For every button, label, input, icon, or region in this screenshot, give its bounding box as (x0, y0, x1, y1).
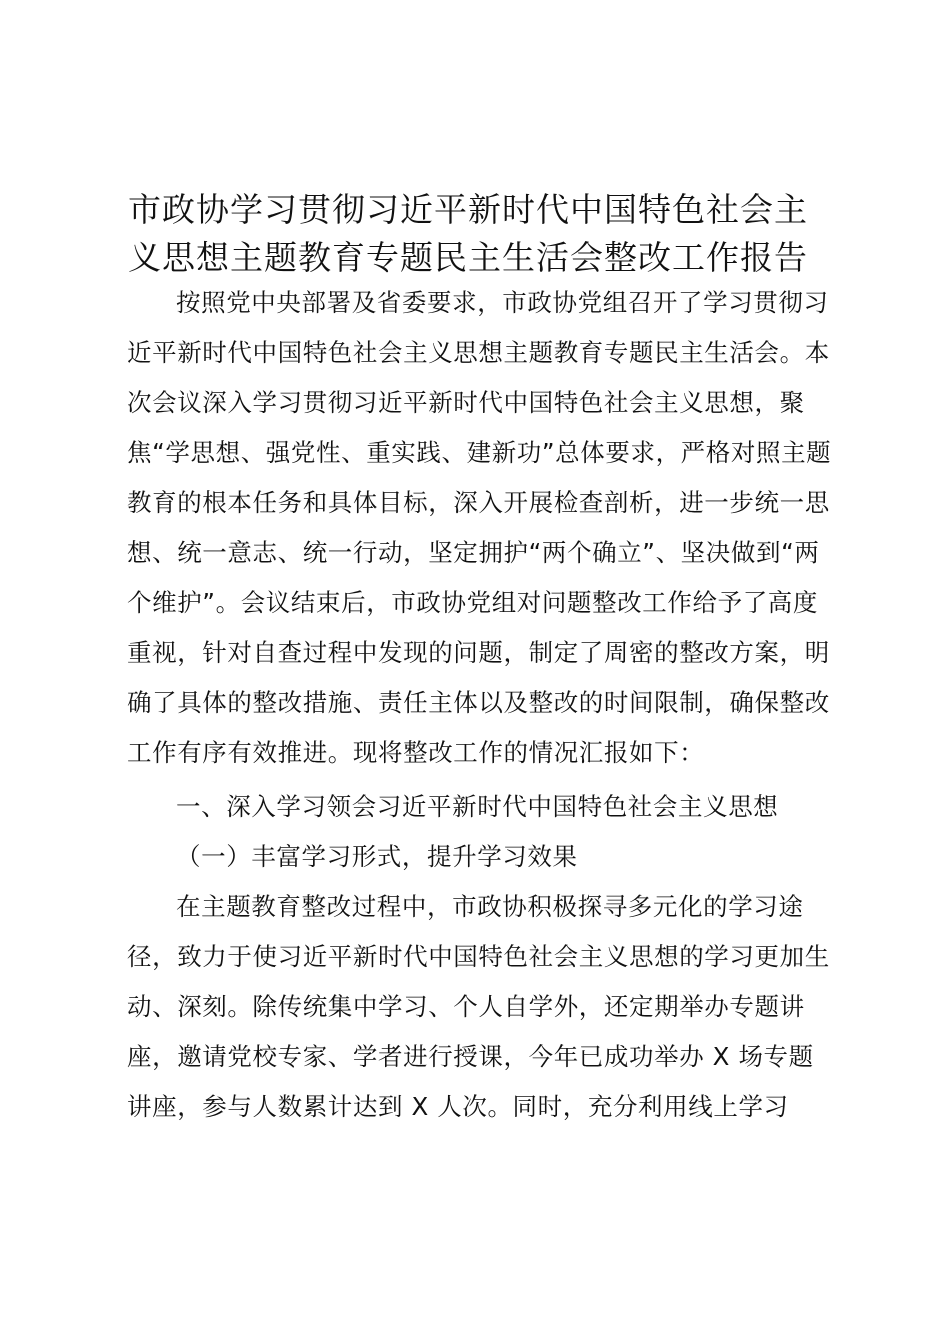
section-1-heading: 一、深入学习领会习近平新时代中国特色社会主义思想 (176, 792, 779, 821)
title-line-2: 义思想主题教育专题民主生活会整改工作报告 (128, 238, 808, 277)
report-body (127, 278, 833, 1132)
subsection-1-paragraph: 在主题教育整改过程中，市政协积极探寻多元化的学习途径，致力于使习近平新时代中国特色社会主义思想的学习更加生动、深刻。除传统集中学习、个人自学外，还定期举办专题讲座，邀请党校专家、学者进行授课，今年已成功举办 X 场专题讲座，参与人数累计达到 X 人次。同时，充分利用线上学习 (127, 892, 830, 1121)
report-title (128, 186, 843, 282)
intro-paragraph: 按照党中央部署及省委要求，市政协党组召开了学习贯彻习近平新时代中国特色社会主义思想主题教育专题民主生活会。本次会议深入学习贯彻习近平新时代中国特色社会主义思想，聚焦“学思想、强党性、重实践、建新功”总体要求，严格对照主题教育的根本任务和具体目标，深入开展检查剖析，进一步统一思想、统一意志、统一行动，坚定拥护“两个确立”、坚决做到“两个维护”。会议结束后，市政协党组对问题整改工作给予了高度重视，针对自查过程中发现的问题，制定了周密的整改方案，明确了具体的整改措施、责任主体以及整改的时间限制，确保整改工作有序有效推进。现将整改工作的情况汇报如下： (127, 288, 832, 767)
title-line-1: 市政协学习贯彻习近平新时代中国特色社会主 (128, 190, 808, 229)
subsection-1-heading: （一）丰富学习形式，提升学习效果 (176, 842, 578, 871)
